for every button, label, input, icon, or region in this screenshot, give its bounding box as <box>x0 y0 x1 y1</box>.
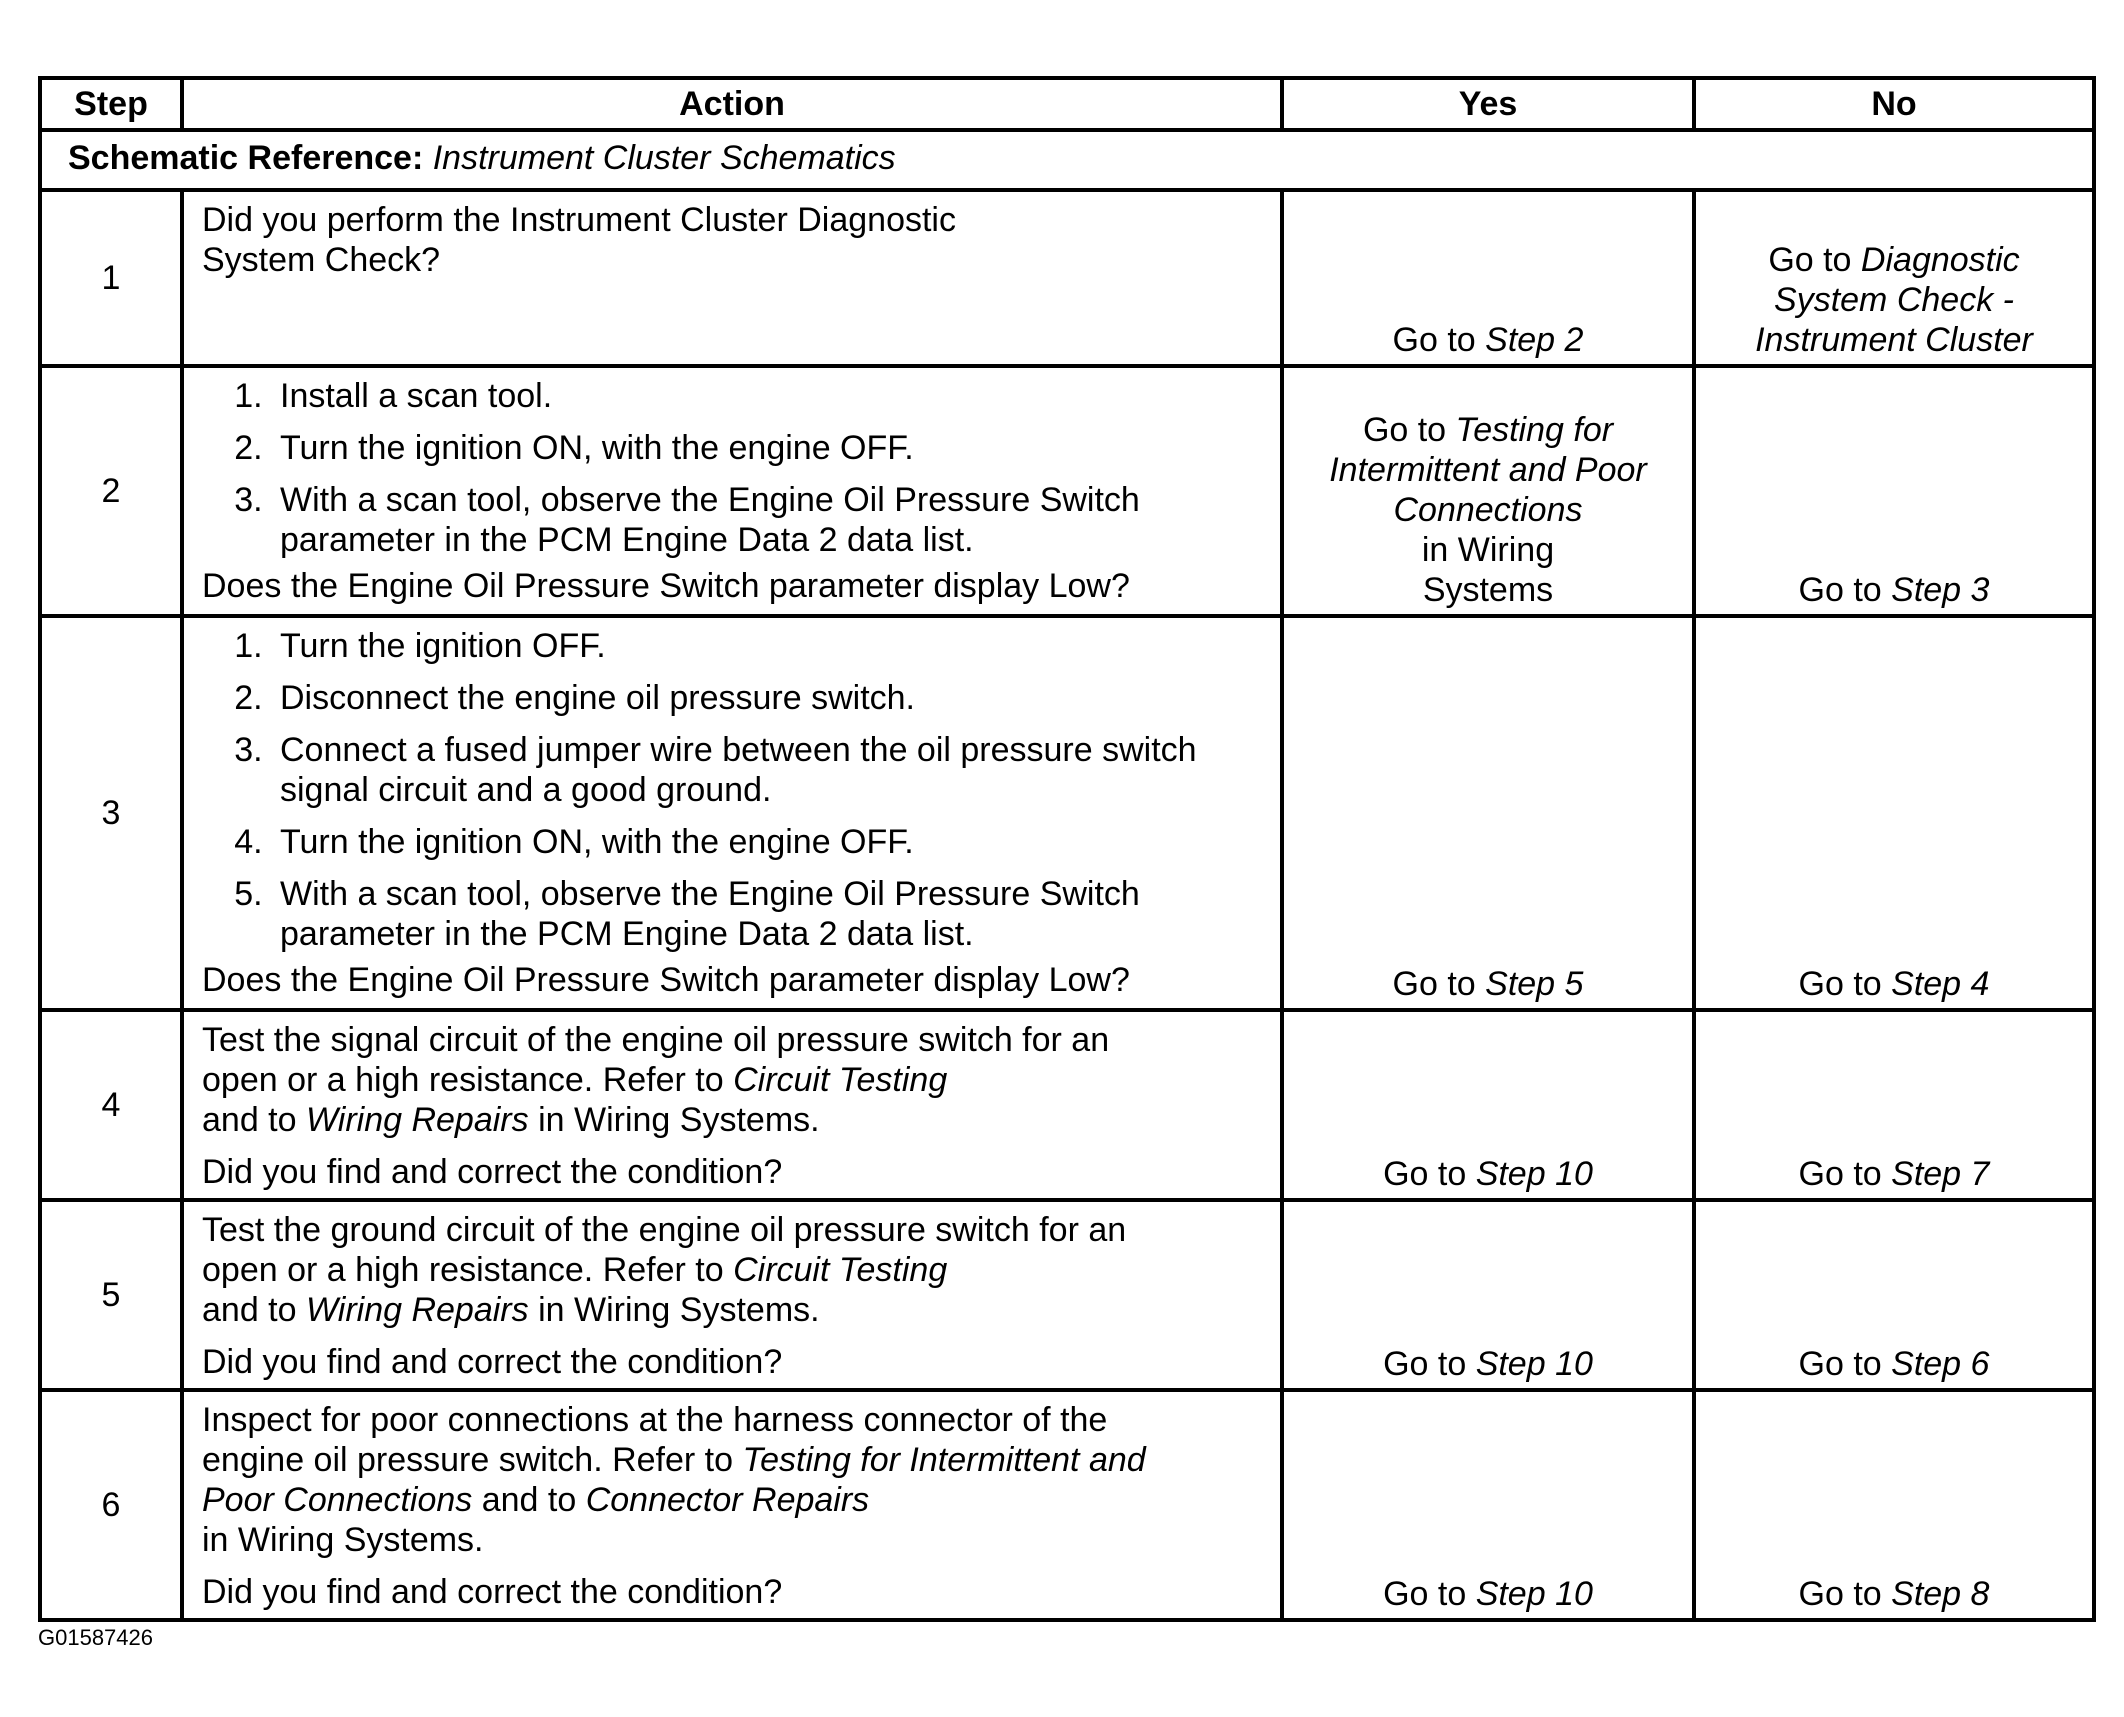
step-number: 5 <box>40 1200 182 1390</box>
action-cell <box>182 1010 1282 1200</box>
no-link[interactable]: Diagnostic <box>1860 241 2020 279</box>
no-cell <box>1694 1010 2094 1200</box>
action-text: Test the signal circuit of the engine oil pressure switch for an <box>202 1021 1110 1059</box>
schematic-link[interactable]: Instrument Cluster Schematics <box>432 139 896 177</box>
yes-link[interactable]: Connections <box>1393 491 1583 529</box>
question-text: Does the Engine Oil Pressure Switch parameter display Low? <box>202 961 1130 999</box>
no-cell <box>1694 1390 2094 1620</box>
step-item: 1. Turn the ignition OFF. <box>272 626 1268 666</box>
schematic-reference <box>40 130 2094 190</box>
figure-code: G01587426 <box>38 1625 153 1650</box>
reference-link[interactable]: Poor Connections <box>202 1481 473 1519</box>
step-item: 1. Install a scan tool. <box>272 376 1268 416</box>
yes-prefix: Go to <box>1362 411 1456 449</box>
action-text: engine oil pressure switch. Refer to <box>202 1441 743 1479</box>
yes-link[interactable]: Step 5 <box>1485 965 1584 1003</box>
action-text: System Check? <box>202 241 441 279</box>
no-prefix: Go to <box>1768 241 1861 279</box>
no-cell <box>1694 190 2094 366</box>
yes-prefix: Go to <box>1383 1575 1476 1613</box>
reference-link[interactable]: Testing for Intermittent and <box>742 1441 1146 1479</box>
table-row <box>40 616 2094 1010</box>
step-item: 4. Turn the ignition ON, with the engine OFF. <box>272 822 1268 862</box>
action-cell <box>182 1200 1282 1390</box>
action-cell <box>182 190 1282 366</box>
action-text: Did you perform the Instrument Cluster Diagnostic <box>202 201 956 239</box>
table-row <box>40 1200 2094 1390</box>
yes-link[interactable]: Testing for <box>1455 411 1614 449</box>
step-number: 6 <box>40 1390 182 1620</box>
no-link[interactable]: Step 3 <box>1891 571 1990 609</box>
action-text: in Wiring Systems. <box>202 1521 484 1559</box>
no-prefix: Go to <box>1798 1345 1892 1383</box>
question-text: Does the Engine Oil Pressure Switch parameter display Low? <box>202 567 1130 605</box>
table-row <box>40 1390 2094 1620</box>
reference-link[interactable]: Wiring Repairs <box>305 1101 529 1139</box>
no-cell <box>1694 1200 2094 1390</box>
reference-link[interactable]: Circuit Testing <box>733 1251 948 1289</box>
no-link[interactable]: Step 4 <box>1891 965 1990 1003</box>
action-cell <box>182 366 1282 616</box>
yes-prefix: Go to <box>1383 1155 1476 1193</box>
action-cell <box>182 616 1282 1010</box>
action-text: open or a high resistance. Refer to <box>202 1061 734 1099</box>
action-text: and to <box>472 1481 586 1519</box>
yes-link[interactable]: Intermittent and Poor <box>1329 451 1647 489</box>
yes-prefix: Go to <box>1392 321 1486 359</box>
step-item: 3. With a scan tool, observe the Engine Oil Pressure Switch parameter in the PCM Engine Data 2 data list. <box>272 480 1268 560</box>
table-row <box>40 366 2094 616</box>
no-prefix: Go to <box>1798 965 1892 1003</box>
table-row <box>40 190 2094 366</box>
reference-link[interactable]: Wiring Repairs <box>305 1291 529 1329</box>
header-step: Step <box>40 78 182 130</box>
action-text: open or a high resistance. Refer to <box>202 1251 734 1289</box>
step-item: 5. With a scan tool, observe the Engine Oil Pressure Switch parameter in the PCM Engine Data 2 data list. <box>272 874 1268 954</box>
action-text: Test the ground circuit of the engine oil pressure switch for an <box>202 1211 1127 1249</box>
question-text: Did you find and correct the condition? <box>202 1153 783 1191</box>
no-link[interactable]: Step 6 <box>1891 1345 1990 1383</box>
schematic-row <box>40 130 2094 190</box>
step-item: 3. Connect a fused jumper wire between the oil pressure switch signal circuit and a good ground. <box>272 730 1268 810</box>
yes-suffix: in Wiring <box>1421 531 1555 569</box>
yes-cell <box>1282 616 1694 1010</box>
yes-suffix: Systems <box>1422 571 1554 609</box>
step-list <box>202 376 1268 560</box>
diagnostic-table <box>38 76 2096 1622</box>
step-item: 2. Turn the ignition ON, with the engine OFF. <box>272 428 1268 468</box>
header-no: No <box>1694 78 2094 130</box>
action-text: in Wiring Systems. <box>528 1291 820 1329</box>
yes-cell <box>1282 1010 1694 1200</box>
step-number: 1 <box>40 190 182 366</box>
yes-link[interactable]: Step 10 <box>1475 1575 1593 1613</box>
header-action: Action <box>182 78 1282 130</box>
schematic-label: Schematic Reference: <box>68 139 424 177</box>
yes-cell <box>1282 1200 1694 1390</box>
no-cell <box>1694 616 2094 1010</box>
no-cell <box>1694 366 2094 616</box>
yes-prefix: Go to <box>1392 965 1486 1003</box>
yes-link[interactable]: Step 10 <box>1475 1345 1593 1383</box>
step-number: 2 <box>40 366 182 616</box>
yes-prefix: Go to <box>1383 1345 1476 1383</box>
header-yes: Yes <box>1282 78 1694 130</box>
table-row <box>40 1010 2094 1200</box>
yes-cell <box>1282 366 1694 616</box>
action-text: Inspect for poor connections at the harness connector of the <box>202 1401 1108 1439</box>
yes-link[interactable]: Step 10 <box>1475 1155 1593 1193</box>
question-text: Did you find and correct the condition? <box>202 1573 783 1611</box>
yes-cell <box>1282 1390 1694 1620</box>
step-list <box>202 626 1268 954</box>
no-prefix: Go to <box>1798 571 1892 609</box>
action-cell <box>182 1390 1282 1620</box>
yes-cell <box>1282 190 1694 366</box>
no-link[interactable]: System Check - <box>1774 281 2014 319</box>
step-item: 2. Disconnect the engine oil pressure switch. <box>272 678 1268 718</box>
yes-link[interactable]: Step 2 <box>1485 321 1584 359</box>
reference-link[interactable]: Circuit Testing <box>733 1061 948 1099</box>
header-row <box>40 78 2094 130</box>
step-number: 3 <box>40 616 182 1010</box>
action-text: and to <box>202 1101 306 1139</box>
no-prefix: Go to <box>1798 1155 1892 1193</box>
action-text: in Wiring Systems. <box>528 1101 820 1139</box>
reference-link[interactable]: Connector Repairs <box>585 1481 870 1519</box>
question-text: Did you find and correct the condition? <box>202 1343 783 1381</box>
action-text: and to <box>202 1291 306 1329</box>
step-number: 4 <box>40 1010 182 1200</box>
no-prefix: Go to <box>1798 1575 1892 1613</box>
no-link[interactable]: Step 8 <box>1891 1575 1990 1613</box>
no-link[interactable]: Instrument Cluster <box>1755 321 2033 359</box>
no-link[interactable]: Step 7 <box>1891 1155 1990 1193</box>
